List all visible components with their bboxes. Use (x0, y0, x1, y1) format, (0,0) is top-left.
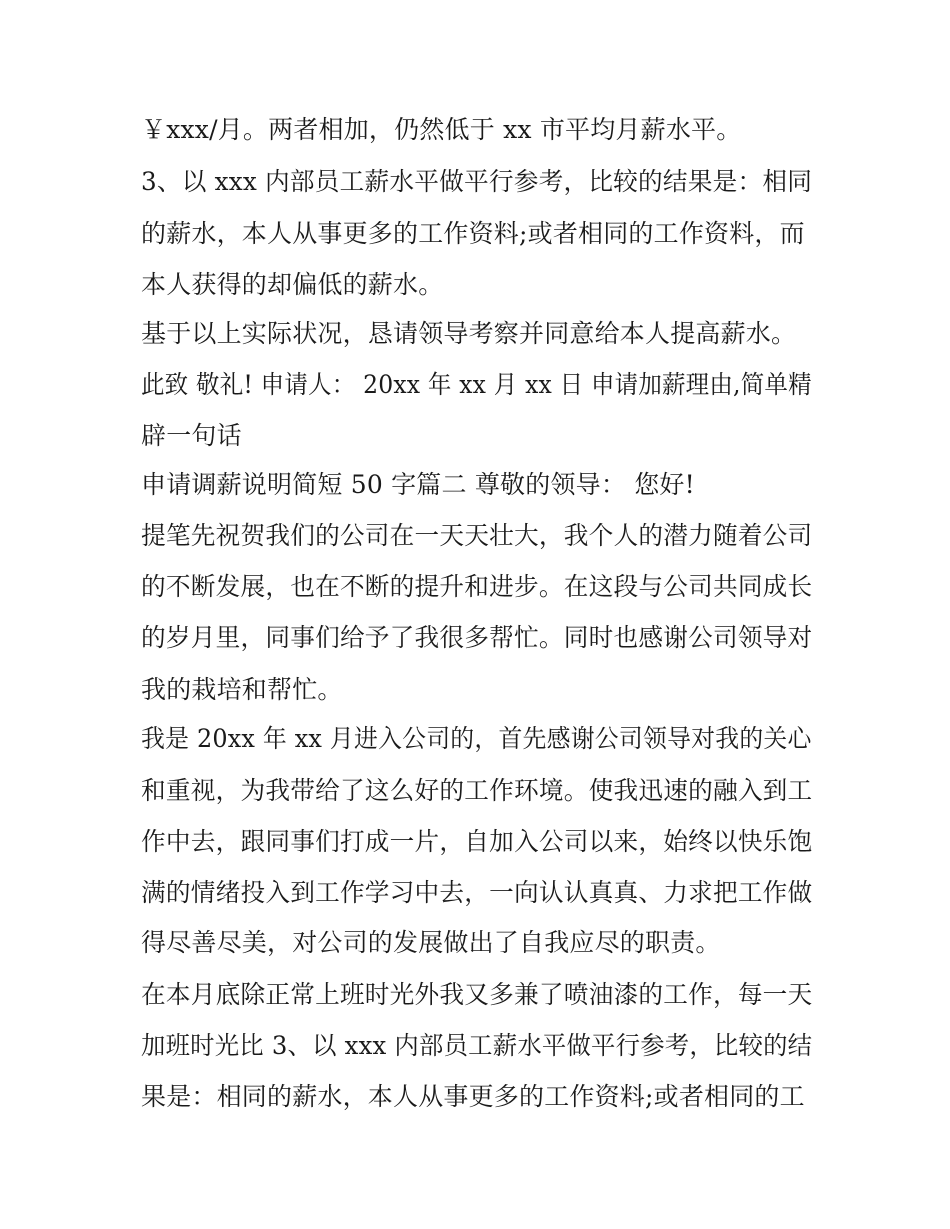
text-line: 我是 20xx 年 xx 月进入公司的，首先感谢公司领导对我的关心 (141, 724, 812, 753)
text-line: 申请调薪说明简短 50 字篇二 尊敬的领导： 您好! (141, 470, 695, 499)
text-line: 的不断发展，也在不断的提升和进步。在这段与公司共同成长 (141, 572, 813, 601)
text-line: 果是：相同的薪水，本人从事更多的工作资料;或者相同的工 (141, 1082, 805, 1111)
text-line: 的薪水，本人从事更多的工作资料;或者相同的工作资料，而 (141, 219, 805, 248)
text-line: 满的情绪投入到工作学习中去，一向认认真真、力求把工作做 (141, 878, 813, 907)
text-line: 此致 敬礼! 申请人： 20xx 年 xx 月 xx 日 申请加薪理由,简单精 (141, 370, 812, 399)
text-line: 辟一句话 (141, 421, 242, 450)
text-line: 在本月底除正常上班时光外我又多兼了喷油漆的工作，每一天 (141, 980, 813, 1009)
text-line: 和重视，为我带给了这么好的工作环境。使我迅速的融入到工 (141, 776, 813, 805)
text-line: 本人获得的却偏低的薪水。 (141, 270, 444, 299)
text-line: ￥xxx/月。两者相加，仍然低于 xx 市平均月薪水平。 (141, 115, 742, 144)
text-line: 3、以 xxx 内部员工薪水平做平行参考，比较的结果是：相同 (141, 167, 813, 196)
text-line: 的岁月里，同事们给予了我很多帮忙。同时也感谢公司领导对 (141, 623, 813, 652)
text-line: 提笔先祝贺我们的公司在一天天壮大，我个人的潜力随着公司 (141, 521, 813, 550)
text-line: 基于以上实际状况，恳请领导考察并同意给本人提高薪水。 (141, 319, 797, 348)
text-line: 得尽善尽美，对公司的发展做出了自我应尽的职责。 (141, 928, 721, 957)
text-line: 加班时光比 3、以 xxx 内部员工薪水平做平行参考，比较的结 (141, 1031, 813, 1060)
text-line: 我的栽培和帮忙。 (141, 675, 343, 704)
text-line: 作中去，跟同事们打成一片，自加入公司以来，始终以快乐饱 (141, 827, 813, 856)
